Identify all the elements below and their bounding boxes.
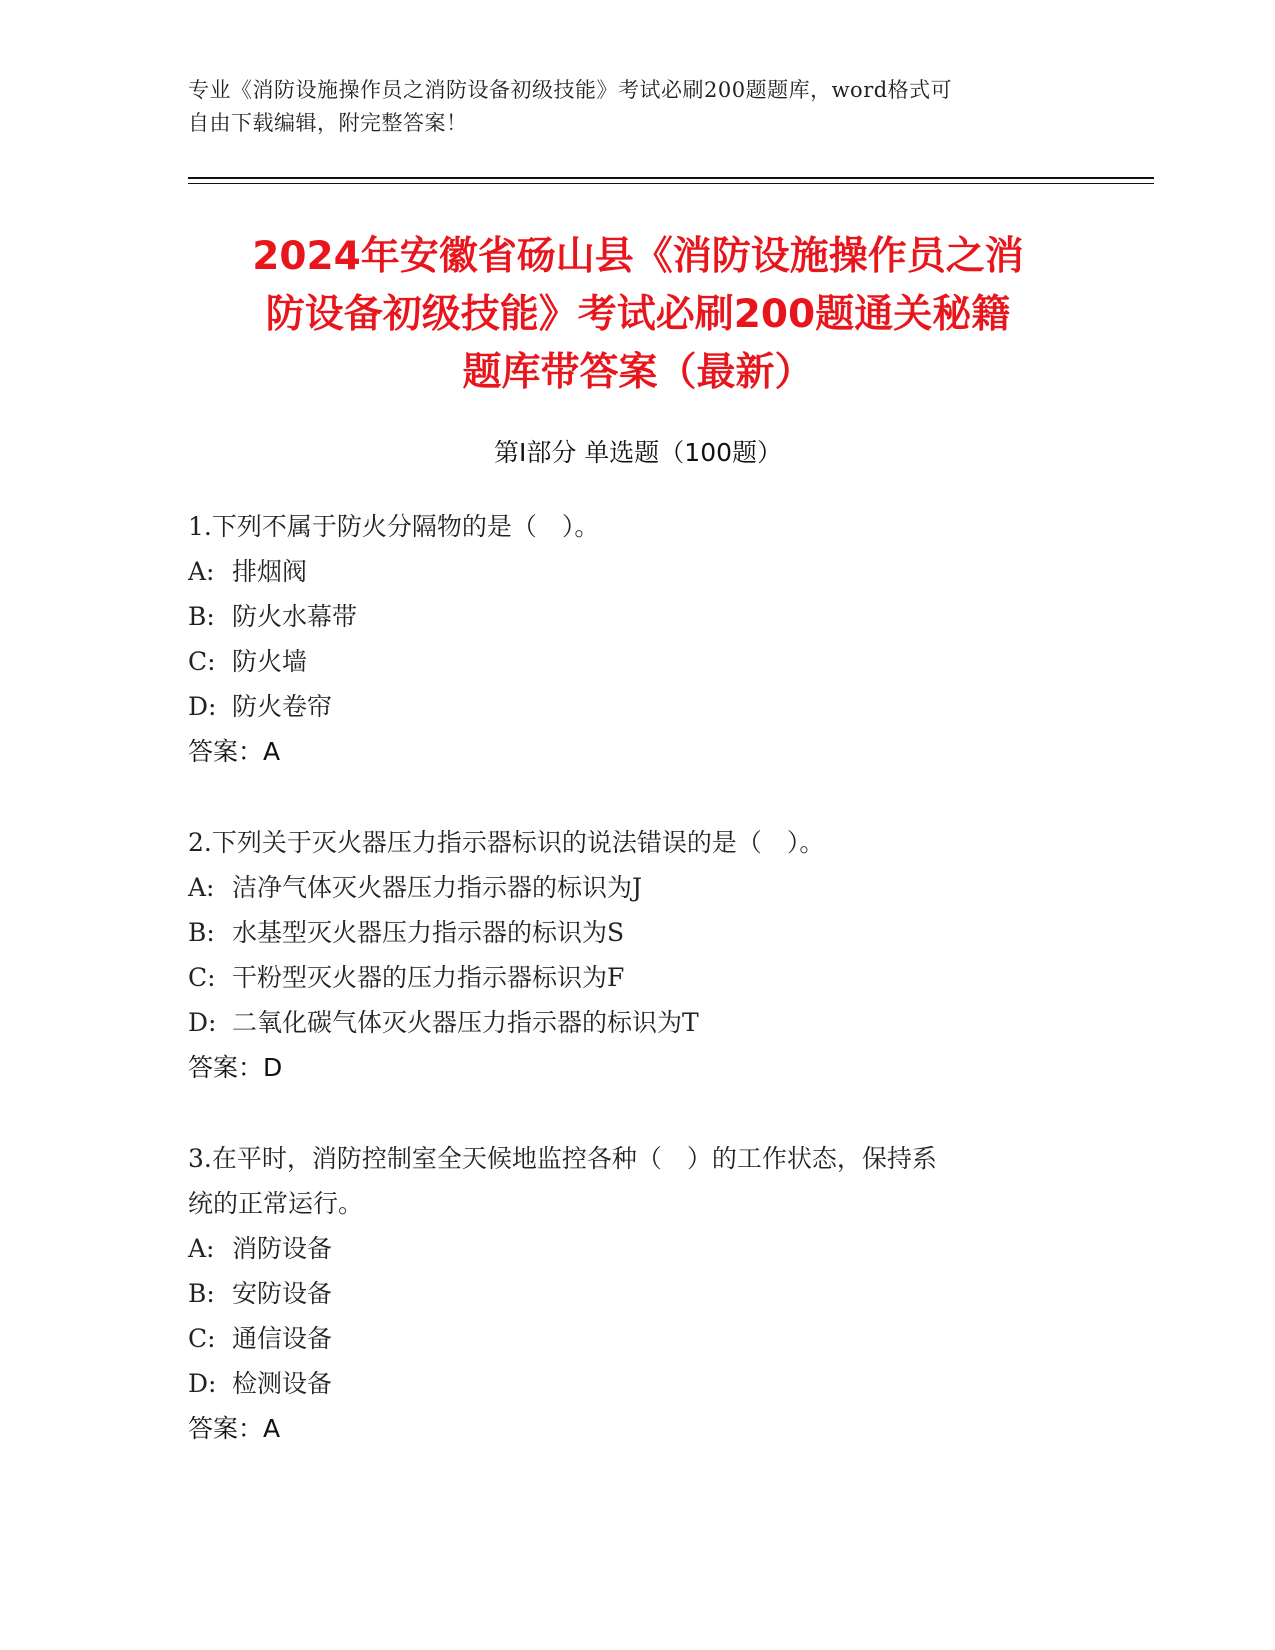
question-3 — [188, 1136, 1088, 1451]
option-a — [188, 1226, 1088, 1271]
option-text: 通信设备 — [232, 1324, 333, 1353]
option-text: 防火水幕带 — [232, 602, 358, 631]
option-b — [188, 594, 1088, 639]
document-title-line-1: 2024年安徽省砀山县《消防设施操作员之消 — [252, 234, 1024, 279]
option-key: C: — [188, 1324, 216, 1353]
option-a — [188, 549, 1088, 594]
option-key: A: — [188, 557, 215, 586]
header-rule-thin — [188, 183, 1154, 184]
option-key: D: — [188, 1369, 217, 1398]
option-key: D: — [188, 1008, 217, 1037]
option-text: 检测设备 — [232, 1369, 333, 1398]
option-a — [188, 865, 1088, 910]
header-note-line-1: 专业《消防设施操作员之消防设备初级技能》考试必刷200题题库，word格式可 — [188, 78, 953, 102]
answer-line: 答案：A — [188, 737, 281, 766]
option-text: 二氧化碳气体灭火器压力指示器的标识为T — [232, 1008, 699, 1037]
option-c — [188, 955, 1088, 1000]
option-key: C: — [188, 647, 216, 676]
option-key: C: — [188, 963, 216, 992]
option-key: B: — [188, 1279, 215, 1308]
option-text: 水基型灭火器压力指示器的标识为S — [232, 918, 625, 947]
section-heading: 第Ⅰ部分 单选题（100题） — [493, 438, 783, 467]
question-stem: 3.在平时，消防控制室全天候地监控各种（ ）的工作状态，保持系 — [188, 1144, 937, 1173]
option-text: 安防设备 — [232, 1279, 333, 1308]
option-text: 防火墙 — [232, 647, 308, 676]
answer-line: 答案：A — [188, 1414, 281, 1443]
option-key: B: — [188, 602, 215, 631]
header-rule-thick — [188, 177, 1154, 179]
answer-line: 答案：D — [188, 1053, 283, 1082]
document-title-line-2: 防设备初级技能》考试必刷200题通关秘籍 — [265, 292, 1011, 337]
question-2 — [188, 820, 1088, 1090]
option-key: D: — [188, 692, 217, 721]
question-stem: 2.下列关于灭火器压力指示器标识的说法错误的是（ ）。 — [188, 828, 825, 857]
option-d — [188, 1000, 1088, 1045]
header-note — [188, 74, 1068, 140]
option-b — [188, 1271, 1088, 1316]
document-title-line-3: 题库带答案（最新） — [462, 350, 814, 395]
question-stem-continued: 统的正常运行。 — [188, 1189, 364, 1218]
document-title — [168, 228, 1108, 402]
option-d — [188, 1361, 1088, 1406]
header-note-line-2: 自由下载编辑，附完整答案！ — [188, 111, 468, 135]
option-text: 消防设备 — [232, 1234, 333, 1263]
question-1 — [188, 504, 1088, 774]
option-text: 干粉型灭火器的压力指示器标识为F — [232, 963, 625, 992]
question-stem: 1.下列不属于防火分隔物的是（ ）。 — [188, 512, 600, 541]
option-key: A: — [188, 1234, 215, 1263]
option-b — [188, 910, 1088, 955]
option-key: A: — [188, 873, 215, 902]
option-c — [188, 1316, 1088, 1361]
option-key: B: — [188, 918, 215, 947]
option-d — [188, 684, 1088, 729]
option-text: 防火卷帘 — [232, 692, 333, 721]
option-text: 洁净气体灭火器压力指示器的标识为J — [232, 873, 643, 902]
option-c — [188, 639, 1088, 684]
option-text: 排烟阀 — [232, 557, 308, 586]
